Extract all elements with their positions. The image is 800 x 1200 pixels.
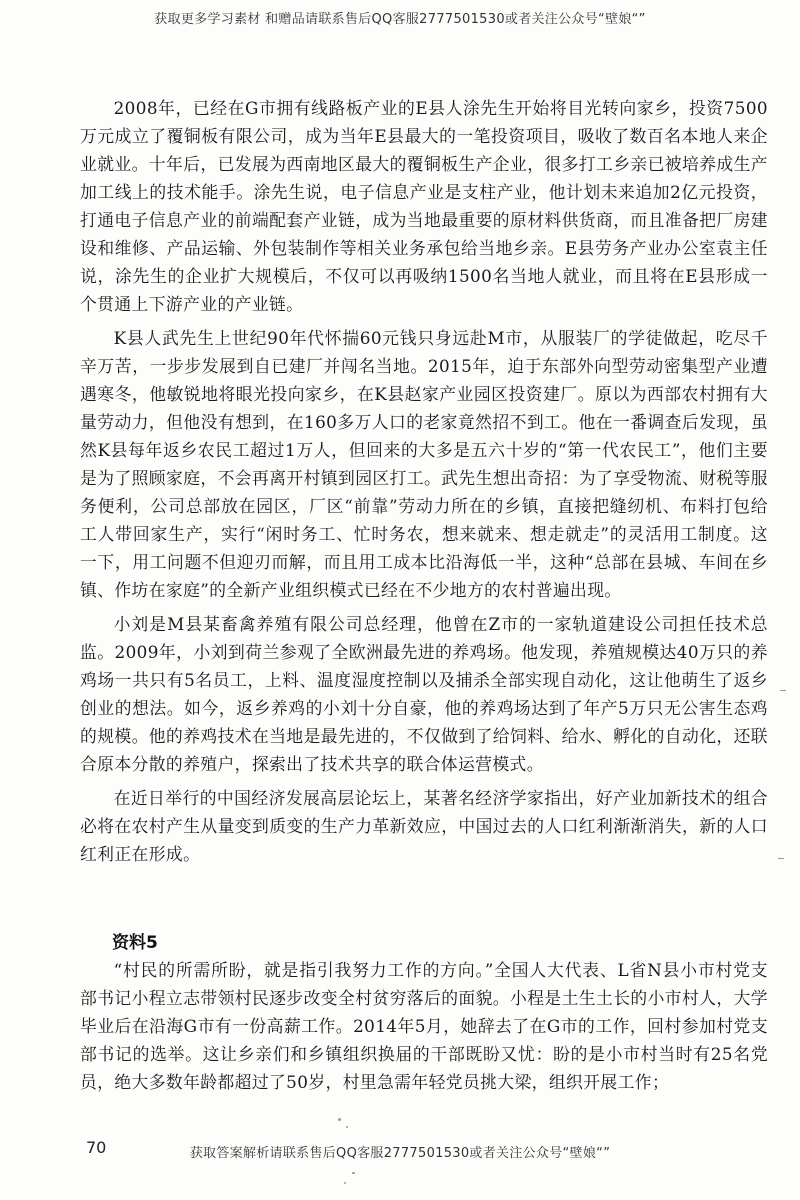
paragraph-3: 小刘是M县某畜禽养殖有限公司总经理，他曾在Z市的一家轨道建设公司担任技术总监。2009年，小刘到荷兰参观了全欧洲最先进的养鸡场。他发现，养殖规模达40万只的养鸡场一共只有5名员工，上料、温度湿度控制以及捕杀全部实现自动化，这让他萌生了返乡创业的想法。如今，返乡养鸡的小刘十分自豪，他的养鸡场达到了年产5万只无公害生态鸡的规模。他的养鸡技术在当地是最先进的，不仅做到了给饲料、给水、孵化的自动化，还联合原本分散的养殖户，探索出了技术共享的联合体运营模式。 <box>80 614 768 774</box>
page-number: 70 <box>86 1138 107 1157</box>
paragraph-2: K县人武先生上世纪90年代怀揣60元钱只身远赴M市，从服装厂的学徒做起，吃尽千辛万苦，一步步发展到自已建厂并闯名当地。2015年，迫于东部外向型劳动密集型产业遭遇寒冬，他敏锐地将眼光投向家乡，在K县赵家产业园区投资建厂。原以为西部农村拥有大量劳动力，但他没有想到，在160多万人口的老家竟然招不到工。他在一番调查后发现，虽然K县每年返乡农民工超过1万人，但回来的大多是五六十岁的“第一代农民工”，他们主要是为了照顾家庭，不会再离开村镇到园区打工。武先生想出奇招：为了享受物流、财税等服务便利，公司总部放在园区，厂区“前靠”劳动力所在的乡镇，直接把缝纫机、布料打包给工人带回家生产，实行“闲时务工、忙时务农，想来就来、想走就走”的灵活用工制度。这一下，用工问题不但迎刃而解，而且用工成本比沿海低一半，这种“总部在县城、车间在乡镇、作坊在家庭”的全新产业组织模式已经在不少地方的农村普遍出现。 <box>80 328 768 600</box>
scan-speck <box>344 1182 346 1184</box>
main-text-block <box>80 94 768 874</box>
scan-speck <box>778 858 784 859</box>
section-text-block <box>80 956 768 1102</box>
paragraph-4: 在近日举行的中国经济发展高层论坛上，某著名经济学家指出，好产业加新技术的组合必将在农村产生从量变到质变的生产力革新效应，中国过去的人口红利渐渐消失，新的人口红利正在形成。 <box>80 788 768 864</box>
scan-speck <box>780 690 786 691</box>
section-title: 资料5 <box>112 933 158 953</box>
scan-speck <box>352 1172 355 1174</box>
scan-speck <box>346 1126 348 1128</box>
paragraph-1: 2008年，已经在G市拥有线路板产业的E县人涂先生开始将目光转向家乡，投资7500万元成立了覆铜板有限公司，成为当年E县最大的一笔投资项目，吸收了数百名本地人来企业就业。十年后，已发展为西南地区最大的覆铜板生产企业，很多打工乡亲已被培养成生产加工线上的技术能手。涂先生说，电子信息产业是支柱产业，他计划未来追加2亿元投资，打通电子信息产业的前端配套产业链，成为当地最重要的原材料供货商，而且准备把厂房建设和维修、产品运输、外包装制作等相关业务承包给当地乡亲。E县劳务产业办公室袁主任说，涂先生的企业扩大规模后，不仅可以再吸纳1500名当地人就业，而且将在E县形成一个贯通上下游产业的产业链。 <box>80 98 768 314</box>
scan-speck <box>338 1118 341 1121</box>
section-paragraph-1: “村民的所需所盼，就是指引我努力工作的方向。”全国人大代表、L省N县小市村党支部书记小程立志带领村民逐步改变全村贫穷落后的面貌。小程是土生土长的小市村人，大学毕业后在沿海G市有一份高薪工作。2014年5月，她辞去了在G市的工作，回村参加村党支部书记的选举。这让乡亲们和乡镇组织换届的干部既盼又忧：盼的是小市村当时有25名党员，绝大多数年龄都超过了50岁，村里急需年轻党员挑大梁，组织开展工作； <box>80 960 768 1092</box>
footer-note: 获取答案解析请联系售后QQ客服2777501530或者关注公众号“壁娘“” <box>189 1146 611 1161</box>
header-note: 获取更多学习素材 和赠品请联系售后QQ客服2777501530或者关注公众号“壁娘“” <box>154 12 646 27</box>
